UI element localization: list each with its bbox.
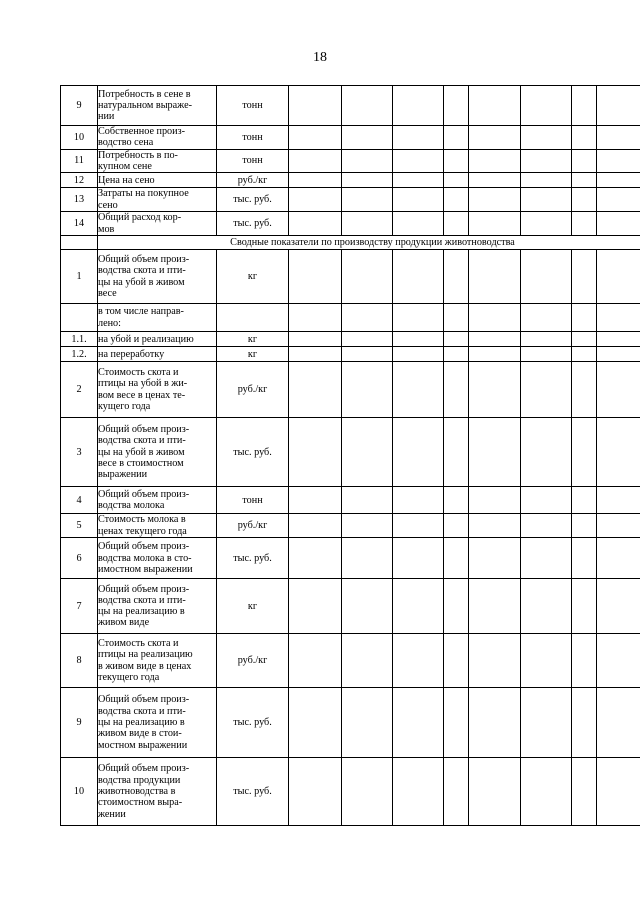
value-cell (342, 126, 393, 150)
indicator-name (98, 514, 217, 538)
row-number: 2 (61, 362, 98, 418)
value-cell (342, 173, 393, 188)
value-cell (444, 634, 469, 688)
value-cell (572, 514, 597, 538)
value-cell (469, 362, 521, 418)
table-row (61, 634, 640, 688)
unit-cell: тыс. руб. (217, 538, 289, 579)
value-cell (469, 188, 521, 212)
value-cell (393, 362, 444, 418)
value-cell (393, 332, 444, 347)
value-cell (289, 149, 342, 173)
empty-cell (61, 236, 98, 250)
value-cell (469, 514, 521, 538)
value-cell (572, 86, 597, 126)
value-cell (572, 758, 597, 826)
table-row (61, 688, 640, 758)
value-cell (393, 634, 444, 688)
value-cell (597, 758, 640, 826)
value-cell (572, 347, 597, 362)
indicator-name (98, 188, 217, 212)
indicator-name-line: Общий расход кор- (98, 212, 182, 224)
unit-cell: кг (217, 250, 289, 304)
value-cell (444, 688, 469, 758)
value-cell (521, 688, 572, 758)
value-cell (444, 126, 469, 150)
value-cell (289, 86, 342, 126)
value-cell (521, 418, 572, 487)
value-cell (469, 487, 521, 514)
value-cell (342, 538, 393, 579)
indicator-name-line: сено (98, 199, 118, 211)
value-cell (521, 579, 572, 634)
indicator-name (98, 688, 217, 758)
value-cell (444, 487, 469, 514)
value-cell (597, 538, 640, 579)
row-number: 7 (61, 579, 98, 634)
indicator-name-line: водство сена (98, 137, 154, 149)
indicator-name-line: живом виде в стои- (98, 728, 182, 740)
indicator-name (98, 173, 217, 188)
value-cell (572, 332, 597, 347)
value-cell (572, 418, 597, 487)
value-cell (469, 758, 521, 826)
value-cell (521, 538, 572, 579)
table-row (61, 173, 640, 188)
value-cell (597, 126, 640, 150)
indicator-name-line: жении (98, 808, 126, 820)
indicator-name (98, 332, 217, 347)
value-cell (597, 173, 640, 188)
indicator-name (98, 304, 217, 332)
value-cell (597, 86, 640, 126)
row-number: 9 (61, 86, 98, 126)
value-cell (289, 173, 342, 188)
value-cell (597, 514, 640, 538)
indicator-name-line: ценах текущего года (98, 525, 187, 537)
value-cell (289, 332, 342, 347)
indicator-name-line: на переработку (98, 348, 165, 360)
value-cell (521, 362, 572, 418)
table-row (61, 126, 640, 150)
indicator-name-line: Общий объем произ- (98, 694, 190, 706)
value-cell (393, 250, 444, 304)
value-cell (393, 487, 444, 514)
indicator-name-line: Цена на сено (98, 174, 155, 186)
indicator-name-line: Общий объем произ- (98, 254, 190, 266)
indicator-name-line: купном сене (98, 160, 152, 172)
value-cell (521, 758, 572, 826)
indicator-name (98, 149, 217, 173)
indicator-name-line: живом виде (98, 617, 150, 629)
value-cell (342, 514, 393, 538)
value-cell (444, 347, 469, 362)
indicator-name-line: весе в стоимостном (98, 457, 184, 469)
value-cell (444, 418, 469, 487)
value-cell (444, 250, 469, 304)
indicator-name-line: водства скота и пти- (98, 705, 186, 717)
indicator-name-line: нии (98, 111, 115, 123)
value-cell (289, 758, 342, 826)
indicator-name-line: Стоимость молока в (98, 514, 186, 526)
section-header: Сводные показатели по производству продукции животноводства (98, 236, 640, 250)
value-cell (597, 579, 640, 634)
value-cell (289, 126, 342, 150)
value-cell (572, 173, 597, 188)
value-cell (289, 212, 342, 236)
indicator-name (98, 418, 217, 487)
page-number: 18 (313, 50, 327, 65)
unit-cell: тонн (217, 126, 289, 150)
value-cell (597, 212, 640, 236)
value-cell (342, 250, 393, 304)
value-cell (469, 538, 521, 579)
indicator-name-line: водства скота и пти- (98, 265, 186, 277)
value-cell (393, 173, 444, 188)
value-cell (342, 758, 393, 826)
unit-cell: руб./кг (217, 514, 289, 538)
value-cell (469, 418, 521, 487)
value-cell (393, 538, 444, 579)
indicator-name-line: Потребность в по- (98, 149, 178, 161)
value-cell (289, 347, 342, 362)
indicator-name-line: мостном выражении (98, 739, 188, 751)
value-cell (469, 149, 521, 173)
value-cell (289, 304, 342, 332)
row-number: 11 (61, 149, 98, 173)
row-number: 14 (61, 212, 98, 236)
indicator-name (98, 362, 217, 418)
value-cell (444, 86, 469, 126)
value-cell (597, 188, 640, 212)
value-cell (393, 149, 444, 173)
row-number: 1.2. (61, 347, 98, 362)
unit-cell (217, 304, 289, 332)
value-cell (393, 304, 444, 332)
value-cell (597, 347, 640, 362)
value-cell (597, 418, 640, 487)
indicator-name-line: водства молока в сто- (98, 552, 192, 564)
unit-cell: тыс. руб. (217, 418, 289, 487)
value-cell (597, 634, 640, 688)
value-cell (289, 538, 342, 579)
indicator-name (98, 347, 217, 362)
value-cell (444, 538, 469, 579)
indicator-name-line: натуральном выраже- (98, 99, 192, 111)
table-row (61, 86, 640, 126)
value-cell (469, 579, 521, 634)
value-cell (342, 418, 393, 487)
table-row (61, 149, 640, 173)
indicator-name-line: Собственное произ- (98, 126, 186, 137)
value-cell (469, 347, 521, 362)
indicator-name-line: Общий объем произ- (98, 763, 190, 775)
unit-cell: тыс. руб. (217, 212, 289, 236)
value-cell (342, 332, 393, 347)
indicator-name (98, 634, 217, 688)
value-cell (393, 212, 444, 236)
value-cell (469, 86, 521, 126)
row-number: 6 (61, 538, 98, 579)
row-number: 9 (61, 688, 98, 758)
indicator-name-line: цы на убой в живом (98, 276, 185, 288)
value-cell (597, 149, 640, 173)
table-row (61, 514, 640, 538)
row-number: 10 (61, 126, 98, 150)
indicator-name-line: в том числе направ- (98, 306, 184, 318)
value-cell (342, 304, 393, 332)
unit-cell: тыс. руб. (217, 758, 289, 826)
value-cell (572, 362, 597, 418)
indicator-name-line: Затраты на покупное (98, 188, 189, 200)
value-cell (469, 212, 521, 236)
row-number: 13 (61, 188, 98, 212)
value-cell (342, 86, 393, 126)
row-number: 5 (61, 514, 98, 538)
value-cell (444, 332, 469, 347)
table-row (61, 418, 640, 487)
value-cell (521, 304, 572, 332)
value-cell (572, 126, 597, 150)
table-row (61, 304, 640, 332)
indicator-name-line: цы на реализацию в (98, 606, 185, 618)
indicator-name-line: лено: (98, 317, 121, 329)
value-cell (393, 514, 444, 538)
value-cell (393, 758, 444, 826)
value-cell (572, 250, 597, 304)
value-cell (469, 304, 521, 332)
indicator-name-line: птицы на убой в жи- (98, 378, 188, 390)
value-cell (289, 634, 342, 688)
row-number: 3 (61, 418, 98, 487)
table-row (61, 487, 640, 514)
value-cell (597, 688, 640, 758)
value-cell (342, 188, 393, 212)
value-cell (469, 250, 521, 304)
table-row (61, 250, 640, 304)
indicator-name (98, 212, 217, 236)
indicator-name-line: весе (98, 287, 117, 299)
unit-cell: кг (217, 579, 289, 634)
indicator-name (98, 126, 217, 150)
value-cell (289, 188, 342, 212)
value-cell (521, 212, 572, 236)
value-cell (289, 250, 342, 304)
value-cell (393, 418, 444, 487)
value-cell (597, 487, 640, 514)
indicator-name-line: Потребность в сене в (98, 88, 191, 100)
indicator-name-line: цы на реализацию в (98, 717, 185, 729)
row-number: 12 (61, 173, 98, 188)
value-cell (597, 304, 640, 332)
indicator-name-line: на убой и реализацию (98, 333, 194, 345)
unit-cell: тонн (217, 487, 289, 514)
indicator-name-line: Общий объем произ- (98, 583, 190, 595)
indicator-name-line: текущего года (98, 671, 160, 683)
indicator-name-line: Стоимость скота и (98, 638, 179, 650)
row-number: 8 (61, 634, 98, 688)
value-cell (342, 688, 393, 758)
table-row (61, 758, 640, 826)
value-cell (342, 212, 393, 236)
value-cell (444, 173, 469, 188)
indicator-name-line: водства продукции (98, 774, 181, 786)
indicator-name-line: имостном выражении (98, 563, 193, 575)
indicator-name-line: цы на убой в живом (98, 446, 185, 458)
indicator-name-line: стоимостном выра- (98, 797, 183, 809)
value-cell (572, 487, 597, 514)
value-cell (521, 332, 572, 347)
indicator-name-line: водства скота и пти- (98, 594, 186, 606)
indicator-name-line: кущего года (98, 400, 151, 412)
value-cell (521, 86, 572, 126)
value-cell (469, 634, 521, 688)
value-cell (521, 188, 572, 212)
value-cell (521, 634, 572, 688)
table-row (61, 538, 640, 579)
value-cell (521, 347, 572, 362)
value-cell (572, 149, 597, 173)
value-cell (572, 538, 597, 579)
value-cell (393, 347, 444, 362)
indicator-name-line: водства молока (98, 500, 165, 512)
value-cell (444, 188, 469, 212)
value-cell (342, 347, 393, 362)
value-cell (521, 149, 572, 173)
indicator-name-line: выражении (98, 469, 148, 481)
value-cell (521, 126, 572, 150)
value-cell (572, 212, 597, 236)
indicator-name (98, 758, 217, 826)
value-cell (289, 688, 342, 758)
unit-cell: тыс. руб. (217, 688, 289, 758)
value-cell (444, 304, 469, 332)
value-cell (342, 149, 393, 173)
value-cell (289, 362, 342, 418)
value-cell (444, 758, 469, 826)
row-number: 1.1. (61, 332, 98, 347)
unit-cell: руб./кг (217, 634, 289, 688)
indicator-name (98, 487, 217, 514)
value-cell (444, 149, 469, 173)
indicator-name-line: в живом виде в ценах (98, 660, 192, 672)
indicator-name-line: Общий объем произ- (98, 541, 190, 553)
value-cell (572, 579, 597, 634)
section-header-row (61, 236, 640, 250)
unit-cell: тонн (217, 149, 289, 173)
indicator-name (98, 250, 217, 304)
value-cell (289, 487, 342, 514)
table-row (61, 347, 640, 362)
value-cell (572, 688, 597, 758)
row-number: 10 (61, 758, 98, 826)
value-cell (289, 418, 342, 487)
value-cell (444, 212, 469, 236)
value-cell (572, 634, 597, 688)
unit-cell: руб./кг (217, 362, 289, 418)
unit-cell: кг (217, 347, 289, 362)
value-cell (342, 579, 393, 634)
indicators-table (60, 85, 640, 826)
table-row (61, 579, 640, 634)
value-cell (469, 126, 521, 150)
value-cell (521, 250, 572, 304)
value-cell (393, 579, 444, 634)
unit-cell: кг (217, 332, 289, 347)
value-cell (342, 362, 393, 418)
value-cell (289, 579, 342, 634)
value-cell (444, 362, 469, 418)
table-row (61, 188, 640, 212)
indicator-name-line: мов (98, 223, 115, 235)
value-cell (342, 487, 393, 514)
value-cell (572, 188, 597, 212)
value-cell (521, 487, 572, 514)
value-cell (469, 173, 521, 188)
indicator-name-line: водства скота и пти- (98, 435, 186, 447)
value-cell (521, 514, 572, 538)
indicator-name (98, 86, 217, 126)
indicator-name (98, 579, 217, 634)
unit-cell: тыс. руб. (217, 188, 289, 212)
value-cell (342, 634, 393, 688)
value-cell (444, 514, 469, 538)
row-number: 1 (61, 250, 98, 304)
value-cell (393, 188, 444, 212)
indicator-name-line: вом весе в ценах те- (98, 389, 186, 401)
value-cell (597, 332, 640, 347)
value-cell (572, 304, 597, 332)
value-cell (469, 688, 521, 758)
indicator-name (98, 538, 217, 579)
value-cell (393, 126, 444, 150)
indicator-name-line: животноводства в (98, 786, 176, 798)
value-cell (393, 688, 444, 758)
value-cell (469, 332, 521, 347)
table-row (61, 332, 640, 347)
row-number (61, 304, 98, 332)
indicator-name-line: Общий объем произ- (98, 423, 190, 435)
value-cell (597, 362, 640, 418)
value-cell (444, 579, 469, 634)
indicator-name-line: Стоимость скота и (98, 367, 179, 379)
value-cell (393, 86, 444, 126)
unit-cell: руб./кг (217, 173, 289, 188)
unit-cell: тонн (217, 86, 289, 126)
value-cell (289, 514, 342, 538)
row-number: 4 (61, 487, 98, 514)
table-row (61, 362, 640, 418)
indicator-name-line: Общий объем произ- (98, 488, 190, 500)
value-cell (521, 173, 572, 188)
value-cell (597, 250, 640, 304)
indicator-name-line: птицы на реализацию (98, 649, 193, 661)
table-row (61, 212, 640, 236)
